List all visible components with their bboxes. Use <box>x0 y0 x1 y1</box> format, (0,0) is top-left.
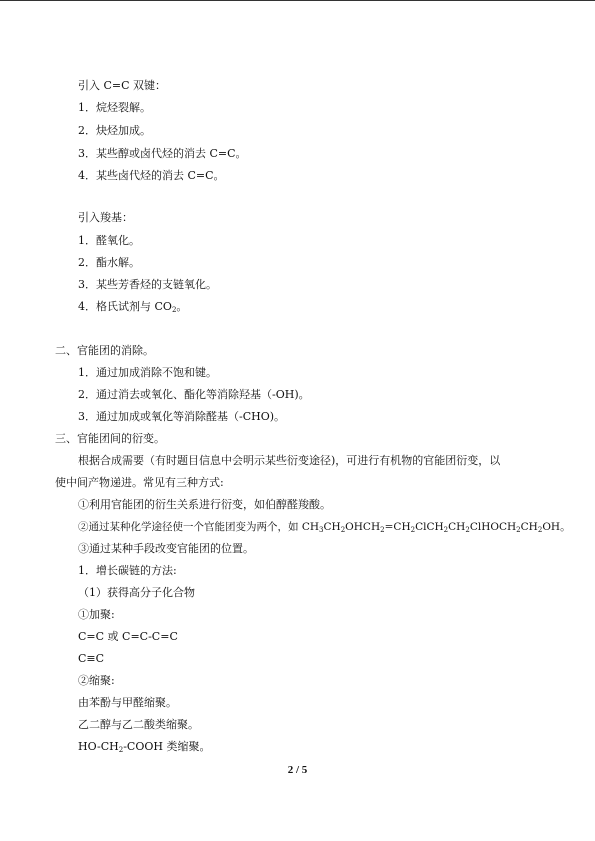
list-item <box>78 300 187 314</box>
formula-line: C=C 或 C=C-C=C <box>78 630 178 643</box>
heading-introduce-carboxyl: 引入羧基： <box>78 211 133 224</box>
text: 4．格氏试剂与 CO <box>78 300 172 313</box>
method-item <box>78 520 571 534</box>
subscript: 2 <box>443 526 449 534</box>
list-item: 1．醛氧化。 <box>78 234 140 247</box>
list-item: 乙二醇与乙二酸类缩聚。 <box>78 718 199 731</box>
method-item: ③通过某种手段改变官能团的位置。 <box>78 542 254 555</box>
subscript: 2 <box>171 306 177 314</box>
method-item: ①利用官能团的衍生关系进行衍变，如伯醇醛羧酸。 <box>78 498 331 511</box>
list-item: 1．通过加成消除不饱和键。 <box>78 366 217 379</box>
list-item <box>78 740 210 754</box>
heading-introduce-double-bond: 引入 C=C 双键： <box>78 79 167 92</box>
text: =CH <box>384 521 411 533</box>
list-item: 4．某些卤代烃的消去 C=C。 <box>78 169 225 182</box>
subscript: 2 <box>118 746 124 754</box>
text: CH <box>520 521 538 533</box>
text: CH <box>448 521 466 533</box>
formula-line: C≡C <box>78 652 105 665</box>
section-heading: 二、官能团的消除。 <box>55 344 154 357</box>
text: CH <box>323 521 341 533</box>
paragraph-line: 使中间产物递进。常见有三种方式: <box>55 476 224 489</box>
section-heading: 三、官能团间的衍变。 <box>55 432 165 445</box>
subscript: 2 <box>410 526 416 534</box>
subheading: ①加聚: <box>78 608 115 621</box>
list-item: 2．酯水解。 <box>78 256 140 269</box>
paragraph-line: 根据合成需要（有时题目信息中会明示某些衍变途径)，可进行有机物的官能团衍变，以 <box>78 454 501 467</box>
top-rule <box>0 0 595 1</box>
text: -COOH 类缩聚。 <box>123 740 211 753</box>
text: OHCH <box>345 521 381 533</box>
subscript: 2 <box>537 526 543 534</box>
subheading: ②缩聚: <box>78 674 115 687</box>
text: HO-CH <box>78 740 119 753</box>
text: ②通过某种化学途径使一个官能团变为两个，如 CH <box>78 521 320 533</box>
page-number: 2 / 5 <box>287 764 308 776</box>
subscript: 2 <box>516 526 521 534</box>
subscript: 3 <box>319 526 324 534</box>
subscript: 2 <box>340 526 346 534</box>
text: ClCH <box>415 521 444 533</box>
subscript: 2 <box>465 526 470 534</box>
list-item: 3．某些醇或卤代烃的消去 C=C。 <box>78 147 247 160</box>
list-item: 3．通过加成或氧化等消除醛基（-CHO)。 <box>78 410 286 423</box>
list-item: 由苯酚与甲醛缩聚。 <box>78 696 177 709</box>
subscript: 2 <box>380 526 385 534</box>
list-item: 2．炔烃加成。 <box>78 124 151 137</box>
text: 。 <box>176 300 188 313</box>
list-item: 3．某些芳香烃的支链氧化。 <box>78 278 217 291</box>
text: ClHOCH <box>469 521 517 533</box>
list-item: 2．通过消去或氧化、酯化等消除羟基（-OH)。 <box>78 388 310 401</box>
subheading: 1．增长碳链的方法: <box>78 564 177 577</box>
subheading: （1）获得高分子化合物 <box>78 586 195 599</box>
list-item: 1．烷烃裂解。 <box>78 101 151 114</box>
text: OH。 <box>542 521 571 533</box>
